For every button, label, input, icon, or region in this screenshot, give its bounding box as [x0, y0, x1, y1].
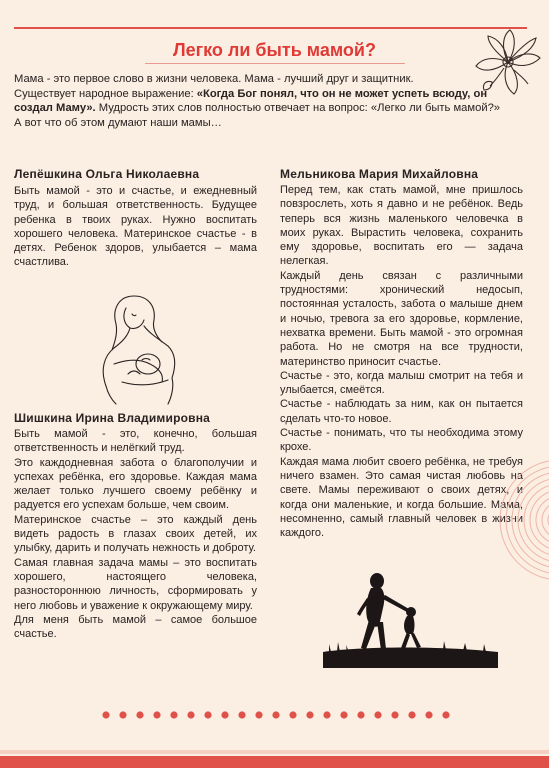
mother-nursing-sketch [92, 290, 192, 408]
dot-divider [101, 710, 453, 720]
mother-child-silhouette [323, 568, 498, 668]
author-name-1: Лепёшкина Ольга Николаевна [14, 167, 200, 181]
bottom-accent-bar [0, 756, 549, 768]
intro-text [14, 72, 524, 130]
concentric-rings-decoration [490, 455, 549, 585]
page-title: Легко ли быть мамой? [172, 40, 376, 60]
section-1-text: Быть мамой - это и счастье, и ежедневный труд, и большая ответственность. Будущее ребенка в твоих руках. Нужно воспитать хорошего человека. Материнское счастье - в детях. Ребенок здоров, улыбается – мама счастлива. [14, 185, 257, 269]
intro-line-3: А вот что об этом думают наши мамы… [14, 116, 222, 129]
title-underline [145, 63, 405, 64]
section-2-text: Быть мамой - это, конечно, большая ответственность и нелёгкий труд. Это каждодневная забота о благополучии и успехах ребёнка, его здоровье. Каждая мама желает только лучшего своему ребёнку и радуется его успехам больше, чем своим. Материнское счастье – это каждый день видеть радость в глазах своих детей, их улыбку, дарить и получать нежность и доброту. Самая главная задача мамы – это воспитать хорошего, настоящего человека, разностороннюю личность, сформировать у него любовь и уважение к окружающему миру. Для меня быть мамой – самое большое счастье. [14, 428, 257, 641]
author-name-2: Шишкина Ирина Владимировна [14, 411, 211, 425]
section-3-text: Перед тем, как стать мамой, мне пришлось повзрослеть, хоть я давно и не ребёнок. Ведь теперь вся жизнь маленького человечка в моих руках. Вырастить человека, сохранить ему здоровье, воспитать его — задача нелегкая. Каждый день связан с различными трудностями: хронический недосып, постоянная усталость, забота о малыше днем и ночью, тревога за его здоровье, кормление, нехватка времени. Быть мамой - это огромная работа. Но не смотря на все трудности, материнство приносит счастье. Счастье - это, когда малыш смотрит на тебя и улыбается, смеётся. Счастье - наблюдать за ним, как он пытается сделать что-то новое. Счастье - понимать, что ты необходима этому крохе. Каждая мама любит своего ребёнка, не требуя ничего взамен. Это самая чистая любовь на свете. Мамы переживают о своих детях, и когда они маленькие, и когда большие. Мама, несомненно, самый главный человек в жизни каждого. [280, 184, 523, 540]
intro-line-1: Мама - это первое слово в жизни человека. Мама - лучший друг и защитник. [14, 73, 414, 85]
top-accent-rule [14, 27, 527, 29]
intro-quote: «Когда Бог понял, что он не может успеть всюду, он создал Маму». [14, 87, 488, 115]
bottom-stripe [0, 750, 549, 754]
intro-line-2: Существует народное выражение: «Когда Бог понял, что он не может успеть всюду, он создал Маму». Мудрость этих слов полностью отвечает на вопрос: «Легко ли быть мамой?» [14, 87, 501, 115]
author-name-3: Мельникова Мария Михайловна [280, 167, 479, 181]
